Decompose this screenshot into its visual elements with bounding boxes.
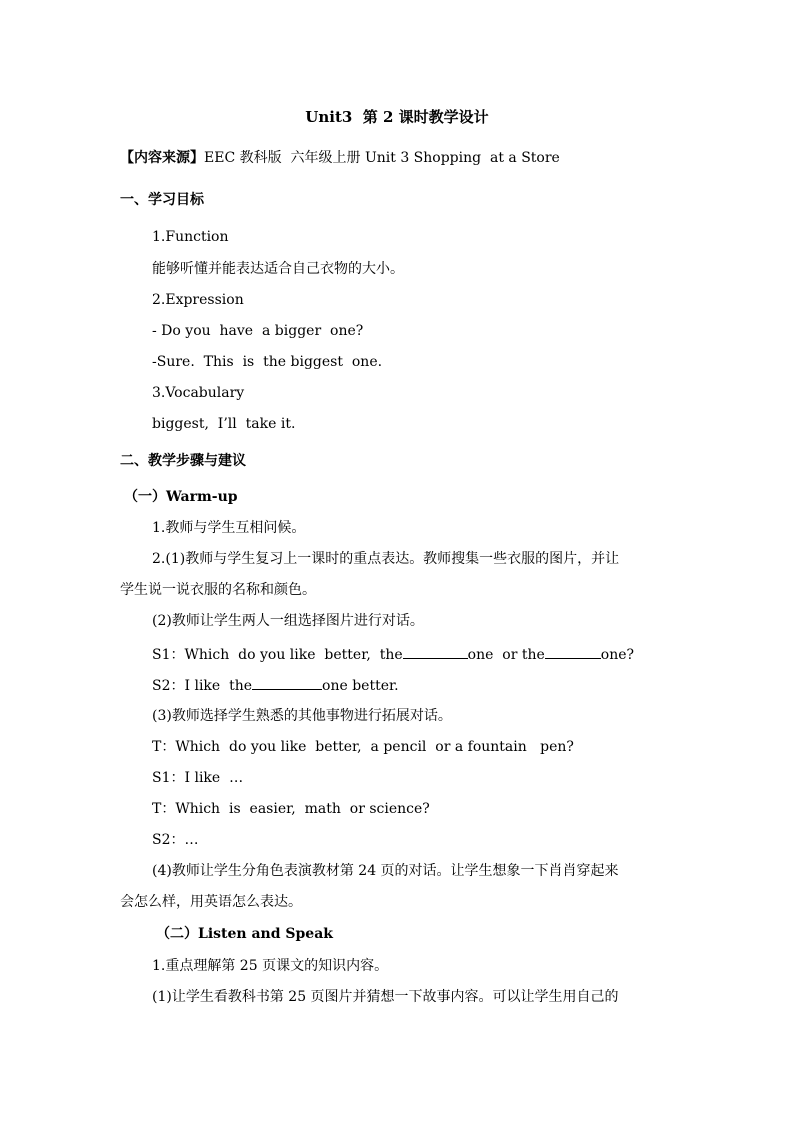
objective-line: -Sure. This is the biggest one. xyxy=(152,354,383,370)
fill-blank xyxy=(252,675,322,690)
source-text: EEC 教科版 六年级上册 Unit 3 Shopping at a Store xyxy=(204,150,560,166)
step-line: (1)让学生看教科书第 25 页图片并猜想一下故事内容。可以让学生用自己的 xyxy=(152,989,619,1005)
dialogue-line xyxy=(152,675,399,696)
objective-line: 能够听懂并能表达适合自己衣物的大小。 xyxy=(152,261,404,277)
step-line: (2)教师让学生两人一组选择图片进行对话。 xyxy=(152,613,424,629)
dialogue-text: one better. xyxy=(322,678,399,694)
dialogue-text: one? xyxy=(600,647,635,663)
section-heading-steps: 二、教学步骤与建议 xyxy=(120,453,246,469)
dialogue-line: S2：… xyxy=(152,832,199,848)
dialogue-line: T：Which do you like better, a pencil or a fountain pen? xyxy=(152,739,574,755)
dialogue-text: S1：Which do you like better, the xyxy=(152,647,403,663)
step-line: 学生说一说衣服的名称和颜色。 xyxy=(120,582,316,598)
dialogue-line xyxy=(152,644,634,665)
step-line: 1.教师与学生互相问候。 xyxy=(152,520,306,536)
step-line: (3)教师选择学生熟悉的其他事物进行拓展对话。 xyxy=(152,708,452,724)
objective-line: biggest, I’ll take it. xyxy=(152,416,296,432)
objective-line: 3.Vocabulary xyxy=(152,385,245,401)
fill-blank xyxy=(545,644,601,659)
objective-line: 2.Expression xyxy=(152,292,244,308)
dialogue-line: S1：I like … xyxy=(152,770,244,786)
source-label: 【内容来源】 xyxy=(120,150,204,166)
step-line: (4)教师让学生分角色表演教材第 24 页的对话。让学生想象一下肖肖穿起来 xyxy=(152,863,619,879)
subsection-heading-warmup: （一）Warm-up xyxy=(124,489,238,505)
objective-line: - Do you have a bigger one? xyxy=(152,323,364,339)
dialogue-line: T：Which is easier, math or science? xyxy=(152,801,430,817)
dialogue-text: S2：I like the xyxy=(152,678,253,694)
dialogue-text: one or the xyxy=(467,647,545,663)
objective-line: 1.Function xyxy=(152,229,229,245)
step-line: 2.(1)教师与学生复习上一课时的重点表达。教师搜集一些衣服的图片，并让 xyxy=(152,551,620,567)
content-source xyxy=(120,148,560,168)
subsection-heading-listen: （二）Listen and Speak xyxy=(156,926,333,942)
fill-blank xyxy=(403,644,468,659)
step-line: 会怎么样，用英语怎么表达。 xyxy=(120,894,302,910)
step-line: 1.重点理解第 25 页课文的知识内容。 xyxy=(152,958,389,974)
section-heading-objectives: 一、学习目标 xyxy=(120,192,204,208)
page-title: Unit3 第 2 课时教学设计 xyxy=(305,108,489,126)
